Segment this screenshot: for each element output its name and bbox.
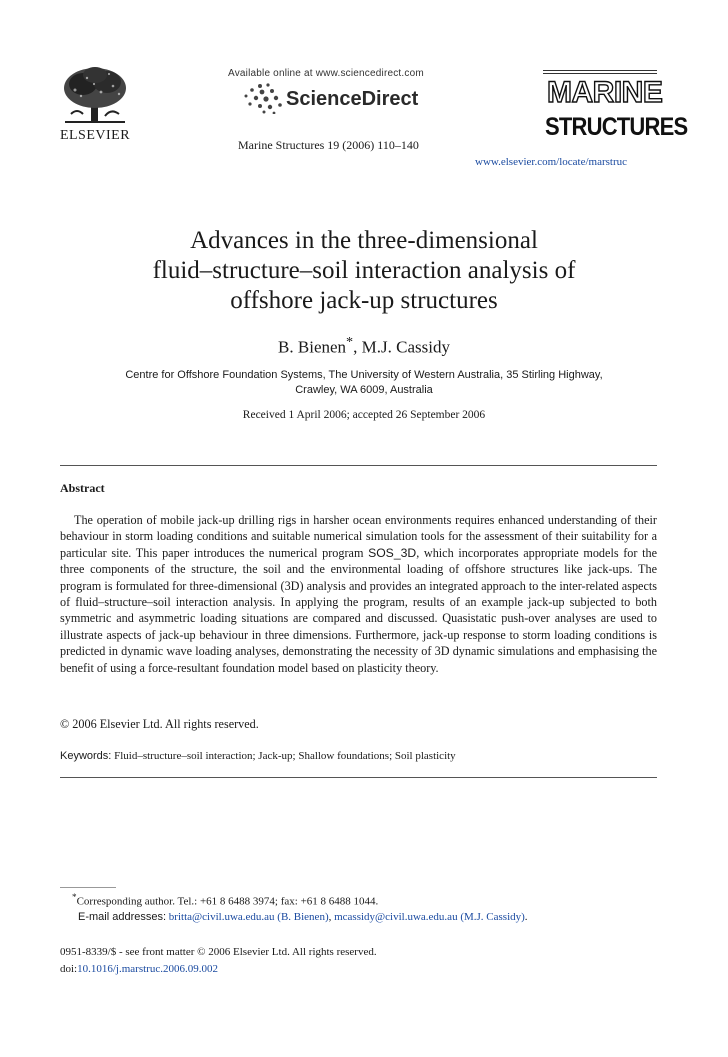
doi-link[interactable]: 10.1016/j.marstruc.2006.09.002 (77, 963, 218, 975)
author-separator: , (353, 337, 362, 357)
keywords-label: Keywords: (60, 750, 112, 762)
journal-logo[interactable] (543, 70, 688, 144)
email-link[interactable]: mcassidy@civil.uwa.edu.au (M.J. Cassidy) (334, 911, 525, 923)
email-link[interactable]: britta@civil.uwa.edu.au (B. Bienen) (168, 911, 329, 923)
keywords (60, 750, 456, 762)
affiliation-line: Centre for Offshore Foundation Systems, The University of Western Australia, 35 Stirling Highway, (125, 369, 603, 381)
keywords-text: Fluid–structure–soil interaction; Jack-up; Shallow foundations; Soil plasticity (111, 750, 456, 762)
abstract-text (60, 512, 657, 676)
sciencedirect-dots-icon (240, 82, 288, 114)
received-dates: Received 1 April 2006; accepted 26 September 2006 (242, 409, 486, 421)
abstract-text-part: The operation of mobile jack-up drilling rigs in harsher ocean environments requires enhanced understanding of their behaviour in storm loading conditions and suitable numerical simulation tools for the assessment of their suitability for a particular site. This paper introduces the numerical program (60, 513, 657, 560)
logo-rule (543, 73, 657, 74)
section-divider (60, 465, 657, 466)
email-separator: , (328, 911, 335, 923)
author-name[interactable]: M.J. Cassidy (361, 337, 450, 357)
front-matter: 0951-8339/$ - see front matter © 2006 Elsevier Ltd. All rights reserved. (60, 946, 377, 958)
sd-wordmark: ScienceDirect (286, 88, 419, 110)
email-label: E-mail addresses: (78, 911, 167, 923)
elsevier-logo[interactable] (55, 66, 135, 152)
title-line: fluid–structure–soil interaction analysis of (152, 257, 576, 284)
elsevier-tree-icon (61, 66, 129, 126)
doi-label: doi: (60, 963, 78, 975)
footnote-corresponding (72, 892, 378, 908)
footnote-rule (60, 887, 116, 888)
sd-available-text: Available online at www.sciencedirect.com (228, 68, 424, 79)
journal-url-link[interactable]: www.elsevier.com/locate/marstruc (475, 156, 628, 168)
corresponding-mark[interactable]: * (346, 334, 354, 350)
affiliation (80, 368, 648, 398)
footnote-mark: * (72, 892, 77, 902)
doi-line (60, 963, 218, 975)
article-title (60, 226, 668, 316)
elsevier-wordmark: ELSEVIER (59, 128, 131, 143)
journal-logo-structures: STRUCTURES (545, 112, 688, 141)
program-name: SOS_3D (368, 545, 417, 560)
journal-logo-marine: MARINE (547, 76, 663, 109)
abstract-copyright: © 2006 Elsevier Ltd. All rights reserved. (60, 717, 259, 731)
affiliation-line: Crawley, WA 6009, Australia (295, 384, 433, 396)
title-line: Advances in the three-dimensional (190, 227, 538, 254)
section-divider (60, 777, 657, 778)
title-line: offshore jack-up structures (230, 287, 498, 314)
author-list (60, 334, 668, 358)
author-name[interactable]: B. Bienen (278, 337, 347, 357)
sciencedirect-logo[interactable] (228, 68, 448, 118)
footnote-emails (78, 911, 528, 923)
footnote-text: Corresponding author. Tel.: +61 8 6488 3974; fax: +61 8 6488 1044. (76, 895, 379, 908)
journal-citation: Marine Structures 19 (2006) 110–140 (238, 138, 419, 152)
abstract-text-part: , which incorporates appropriate models for the three components of the structure, the soil and the environmental loading of offshore structures like jack-ups. The program is formulated for three-dimensional (3D) analysis and provides an integrated approach to the inter-related aspects of fluid–structure–soil interaction analysis. In applying the program, results of an example jack-up subjected to both symmetric and asymmetric loading situations are compared and discussed. Quasistatic push-over analyses are used to illustrate aspects of jack-up behaviour in three dimensions. Furthermore, jack-up response to storm loading conditions is predicted in dynamic wave loading analyses, demonstrating the necessity of 3D dynamic simulations and emphasising the benefit of using a force-resultant foundation model based on plasticity theory. (60, 545, 657, 675)
abstract-heading: Abstract (60, 481, 105, 495)
logo-rule (543, 70, 657, 71)
email-end: . (524, 911, 528, 923)
